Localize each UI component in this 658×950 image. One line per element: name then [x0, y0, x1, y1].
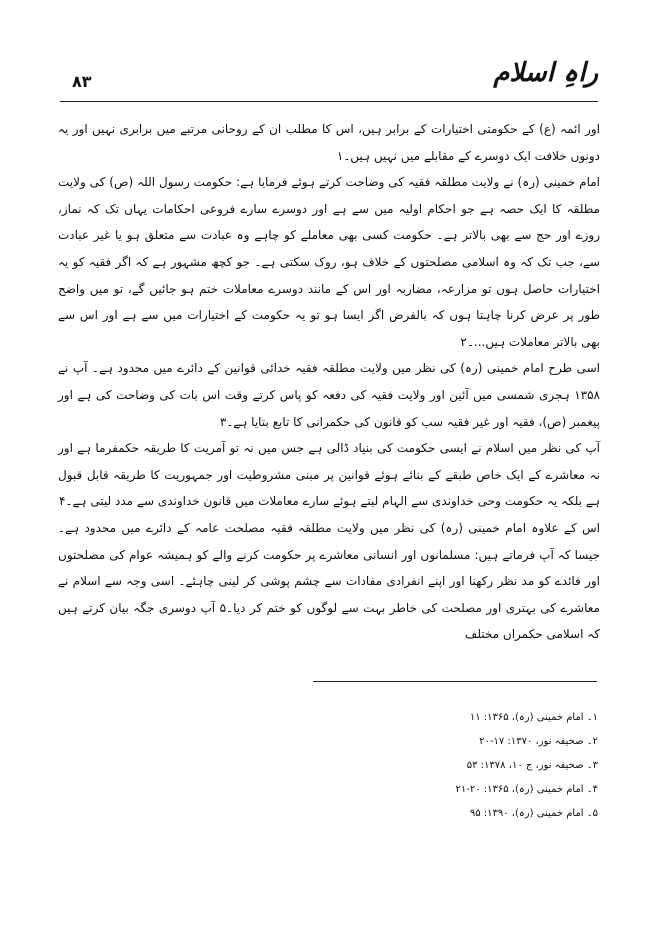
footnote: ۳۔ صحیفہ نور، ج ۱۰، ۱۳۷۸: ۵۳: [466, 760, 598, 771]
body-text: [58, 116, 600, 648]
footnote: ۲۔ صحیفہ نور، ۱۳۷۰: ۱۷-۲۰: [479, 736, 598, 747]
paragraph: اسی طرح امام خمینی (رہ) کی نظر میں ولایت مطلقہ فقیہ خدائی قوانین کے دائرے میں محدود ہے۔ آپ نے ۱۳۵۸ ہجری شمسی میں آئین اور ولایت فقیہ کی دفعہ کو پاس کرتے وقت اس بات کی وضاحت کی ہے اور پیغمبر (ص)، فقیہ اور غیر فقیہ سب کو قانون کی حکمرانی کا تابع بتایا ہے۔۳: [58, 361, 600, 429]
paragraph: آپ کی نظر میں اسلام نے ایسی حکومت کی بنیاد ڈالی ہے جس میں نہ تو آمریت کا طریقہ حکمفرما ہے اور نہ معاشرے کے ایک خاص طبقے کے بنائے ہوئے قوانین پر مبنی مشروطیت اور جمہوریت کا طریقہ قابل قبول ہے بلکہ یہ حکومت وحی خداوندی سے الہام لیتے ہوئے سارے معاملات میں قانون خداوندی سے مدد لیتی ہے۔۴: [58, 441, 600, 509]
header-divider: [60, 101, 598, 102]
footnote-divider: [313, 681, 597, 682]
journal-logo: راہِ اسلام: [493, 58, 598, 88]
footnotes: [455, 706, 598, 826]
paragraph: امام خمینی (رہ) نے ولایت مطلقہ فقیہ کی وضاحت کرتے ہوئے فرمایا ہے: حکومت رسول اللہ (ص) کی ولایت مطلقہ کا ایک حصہ ہے جو احکام اولیہ میں سے ہے اور دوسرے سارے فروعی احکامات یہاں تک کہ نماز، روزے اور حج سے بھی بالاتر ہے۔ حکومت کسی بھی معاملے کو چاہے وہ عبادت سے متعلق ہو یا غیر عبادت سے، جب تک کہ وہ اسلامی مصلحتوں کے خلاف ہو، روک سکتی ہے۔ جو کچھ مشہور ہے کہ اگر فقیہ کو یہ اختیارات حاصل ہوں تو مزارعہ، مضاربہ اور اس کے مانند دوسرے معاملات ختم ہو جائیں گے، تو میں واضح طور پر عرض کرنا چاہتا ہوں کہ بالفرض اگر ایسا ہو تو یہ حکومت کے اختیارات میں سے ہے اور اس سے بھی بالاتر معاملات ہیں...۔۲: [58, 175, 600, 349]
footnote: ۵۔ امام خمینی (رہ)، ۱۳۹۰: ۹۵: [469, 808, 598, 819]
page-number: ۸۳: [72, 72, 92, 91]
footnote: ۴۔ امام خمینی (رہ)، ۱۳۶۵: ۲۰-۲۱: [455, 784, 598, 795]
paragraph: اور ائمہ (ع) کے حکومتی اختیارات کے برابر ہیں، اس کا مطلب ان کے روحانی مرتبے میں برابری نہیں اور یہ دونوں خلافت ایک دوسرے کے مقابلے میں نہیں ہیں۔۱: [58, 122, 600, 163]
paragraph: اس کے علاوہ امام خمینی (رہ) کی نظر میں ولایت مطلقہ فقیہ مصلحت عامہ کے دائرے میں محدود ہے۔ جیسا کہ آپ فرماتے ہیں: مسلمانوں اور انسانی معاشرے پر حکومت کرنے والے کو ہمیشہ عوام کی مصلحتوں اور فائدے کو مد نظر رکھنا اور اپنے انفرادی مفادات سے چشم پوشی کر لینی چاہئے۔ اسی وجہ سے اسلام نے معاشرے کی بہتری اور مصلحت کی خاطر بہت سے لوگوں کو ختم کر دیا۔۵ آپ دوسری جگہ بیان کرتے ہیں کہ اسلامی حکمراں مختلف: [58, 520, 600, 642]
footnote: ۱۔ امام خمینی (رہ)، ۱۳۶۵: ۱۱: [469, 712, 598, 723]
